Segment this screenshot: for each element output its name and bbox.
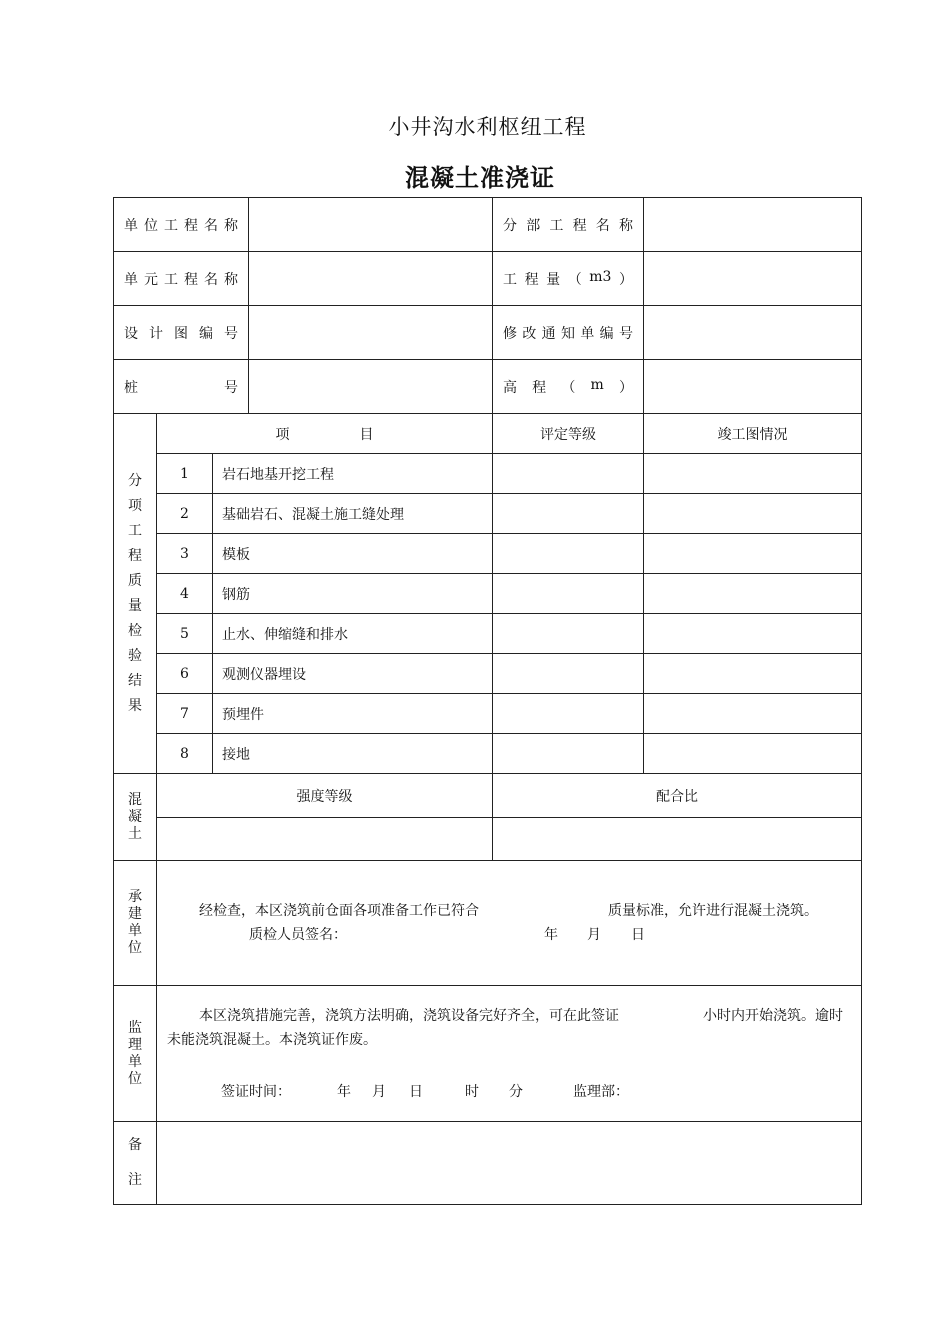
supervisor-side-label xyxy=(114,986,157,1122)
value-elevation[interactable] xyxy=(644,360,862,414)
sign-time-label: 签证时间： xyxy=(221,1083,291,1100)
design-drawing-no-char: 号 xyxy=(224,325,238,342)
header-row-3 xyxy=(114,306,862,360)
item-number: 4 xyxy=(157,574,213,614)
supervisor-text-a: 本区浇筑措施完善，浇筑方法明确，浇筑设备完好齐全，可在此签证 xyxy=(199,1007,619,1024)
item-name: 止水、伸缩缝和排水 xyxy=(213,614,493,654)
sign-minute: 分 xyxy=(509,1083,523,1100)
item-number: 3 xyxy=(157,534,213,574)
asbuilt-cell[interactable] xyxy=(644,574,862,614)
item-name: 钢筋 xyxy=(213,574,493,614)
change-notice-no-char: 编 xyxy=(599,325,614,342)
elevation-char: 高 xyxy=(503,379,517,396)
unit-project-name-char: 程 xyxy=(184,217,198,234)
value-division-project-name[interactable] xyxy=(644,198,862,252)
element-project-name-char: 工 xyxy=(164,271,178,288)
quantity-char: （ xyxy=(567,271,582,288)
remarks-row xyxy=(114,1122,862,1205)
contractor-side-label-char: 承 xyxy=(128,889,142,905)
sign-month: 月 xyxy=(372,1083,386,1100)
unit-project-name-char: 工 xyxy=(164,217,178,234)
item-number: 1 xyxy=(157,454,213,494)
remarks-side-label-char: 备 xyxy=(128,1137,142,1153)
date-month: 月 xyxy=(587,927,601,943)
sign-day: 日 xyxy=(409,1083,423,1100)
contractor-side-label-char: 建 xyxy=(128,906,142,922)
grade-cell[interactable] xyxy=(493,534,644,574)
grade-cell[interactable] xyxy=(493,494,644,534)
inspection-side-label-char: 果 xyxy=(128,697,142,714)
contractor-side-label-char: 单 xyxy=(128,923,142,939)
label-unit-project-name xyxy=(114,198,249,252)
item-name: 接地 xyxy=(213,734,493,774)
supervision-dept-label: 监理部： xyxy=(573,1083,629,1100)
change-notice-no-char: 单 xyxy=(580,325,595,342)
item-number: 6 xyxy=(157,654,213,694)
change-notice-no-char: 通 xyxy=(541,325,556,342)
project-name: 小井沟水利枢纽工程 xyxy=(388,115,587,139)
inspection-side-label-char: 结 xyxy=(128,672,142,689)
quantity-char: 程 xyxy=(524,271,539,288)
strength-grade-value[interactable] xyxy=(157,818,493,861)
design-drawing-no-char: 图 xyxy=(174,325,188,342)
table-row xyxy=(114,734,862,774)
grade-cell[interactable] xyxy=(493,614,644,654)
elevation-char: （ xyxy=(561,379,576,396)
unit-project-name-char: 名 xyxy=(204,217,218,234)
sign-hour: 时 xyxy=(465,1083,479,1100)
strength-grade-header: 强度等级 xyxy=(157,774,493,818)
asbuilt-cell[interactable] xyxy=(644,614,862,654)
value-station[interactable] xyxy=(249,360,493,414)
header-row-2 xyxy=(114,252,862,306)
inspection-side-label-char: 程 xyxy=(128,547,142,564)
item-name: 观测仪器埋设 xyxy=(213,654,493,694)
inspection-side-label-char: 验 xyxy=(128,647,142,664)
form-title: 混凝土准浇证 xyxy=(405,163,555,192)
division-project-name-char: 工 xyxy=(549,217,564,234)
label-station xyxy=(114,360,249,414)
label-elevation xyxy=(493,360,644,414)
table-row xyxy=(114,454,862,494)
supervisor-row xyxy=(114,986,862,1122)
grade-cell[interactable] xyxy=(493,574,644,614)
grade-cell[interactable] xyxy=(493,454,644,494)
element-project-name-char: 名 xyxy=(204,271,218,288)
quantity-char: 量 xyxy=(546,271,561,288)
item-number: 7 xyxy=(157,694,213,734)
value-change-notice-no[interactable] xyxy=(644,306,862,360)
label-change-notice-no xyxy=(493,306,644,360)
change-notice-no-char: 知 xyxy=(560,325,575,342)
asbuilt-cell[interactable] xyxy=(644,534,862,574)
asbuilt-cell[interactable] xyxy=(644,734,862,774)
header-row-1 xyxy=(114,198,862,252)
label-division-project-name xyxy=(493,198,644,252)
table-row xyxy=(114,574,862,614)
unit-project-name-char: 称 xyxy=(224,217,238,234)
concrete-side-label xyxy=(114,774,157,861)
item-name: 基础岩石、混凝土施工缝处理 xyxy=(213,494,493,534)
asbuilt-cell[interactable] xyxy=(644,694,862,734)
inspection-side-label xyxy=(114,414,157,774)
label-design-drawing-no xyxy=(114,306,249,360)
elevation-char: m xyxy=(590,376,604,393)
date-year: 年 xyxy=(544,927,558,943)
contractor-row xyxy=(114,861,862,986)
elevation-char: 程 xyxy=(532,379,547,396)
inspection-side-label-char: 检 xyxy=(128,622,142,639)
division-project-name-char: 部 xyxy=(526,217,541,234)
value-design-drawing-no[interactable] xyxy=(249,306,493,360)
concrete-value-row xyxy=(114,818,862,861)
quantity-char: ） xyxy=(619,271,633,288)
change-notice-no-char: 修 xyxy=(503,325,517,342)
item-number: 8 xyxy=(157,734,213,774)
asbuilt-cell[interactable] xyxy=(644,454,862,494)
division-project-name-char: 名 xyxy=(595,217,610,234)
table-row xyxy=(114,614,862,654)
table-row xyxy=(114,534,862,574)
division-project-name-char: 分 xyxy=(503,217,517,234)
station-char: 桩 xyxy=(124,379,138,396)
item-name: 模板 xyxy=(213,534,493,574)
contractor-side-label-char: 位 xyxy=(128,940,142,956)
supervisor-statement xyxy=(157,986,862,1122)
value-element-project-name[interactable] xyxy=(249,252,493,306)
supervisor-text-b1: 小时内开始浇筑。逾时 xyxy=(703,1007,843,1024)
inspection-side-label-char: 质 xyxy=(128,572,142,589)
inspection-side-label-char: 分 xyxy=(128,472,142,489)
contractor-side-label xyxy=(114,861,157,986)
concrete-pour-permit-form xyxy=(113,197,862,1205)
asbuilt-cell[interactable] xyxy=(644,494,862,534)
unit-project-name-char: 单 xyxy=(124,217,138,234)
remarks-side-label xyxy=(114,1122,157,1205)
table-row xyxy=(114,694,862,734)
quantity-char: 工 xyxy=(503,271,517,288)
supervisor-side-label-char: 位 xyxy=(128,1070,142,1087)
remarks-value[interactable] xyxy=(157,1122,862,1205)
remarks-side-label-char: 注 xyxy=(128,1172,142,1188)
contractor-text-b: 质量标准，允许进行混凝土浇筑。 xyxy=(608,903,818,919)
grade-cell[interactable] xyxy=(493,694,644,734)
col-asbuilt-header: 竣工图情况 xyxy=(644,414,862,454)
unit-project-name-char: 位 xyxy=(144,217,158,234)
mix-ratio-header: 配合比 xyxy=(493,774,862,818)
change-notice-no-char: 号 xyxy=(618,325,633,342)
supervisor-side-label-char: 理 xyxy=(128,1036,142,1053)
supervisor-side-label-char: 单 xyxy=(128,1053,142,1070)
elevation-char: ） xyxy=(618,379,633,396)
design-drawing-no-char: 设 xyxy=(124,325,138,342)
division-project-name-char: 程 xyxy=(572,217,587,234)
label-quantity xyxy=(493,252,644,306)
grade-cell[interactable] xyxy=(493,654,644,694)
quantity-char: m3 xyxy=(589,268,612,285)
concrete-side-label-char: 凝 xyxy=(128,808,142,825)
item-number: 5 xyxy=(157,614,213,654)
inspection-side-label-char: 项 xyxy=(128,497,142,514)
element-project-name-char: 程 xyxy=(184,271,198,288)
col-item-header: 项 目 xyxy=(157,414,493,454)
contractor-statement xyxy=(157,861,862,986)
supervisor-text-b2: 未能浇筑混凝土。本浇筑证作废。 xyxy=(167,1031,377,1048)
design-drawing-no-char: 计 xyxy=(149,325,163,342)
element-project-name-char: 称 xyxy=(224,271,238,288)
concrete-header-row xyxy=(114,774,862,818)
element-project-name-char: 元 xyxy=(144,271,158,288)
value-unit-project-name[interactable] xyxy=(249,198,493,252)
division-project-name-char: 称 xyxy=(618,217,633,234)
inspection-header-row xyxy=(114,414,862,454)
grade-cell[interactable] xyxy=(493,734,644,774)
header-row-4 xyxy=(114,360,862,414)
asbuilt-cell[interactable] xyxy=(644,654,862,694)
design-drawing-no-char: 编 xyxy=(199,325,213,342)
supervisor-side-label-char: 监 xyxy=(128,1019,142,1036)
table-row xyxy=(114,494,862,534)
item-name: 预埋件 xyxy=(213,694,493,734)
item-name: 岩石地基开挖工程 xyxy=(213,454,493,494)
sign-year: 年 xyxy=(337,1083,351,1100)
col-grade-header: 评定等级 xyxy=(493,414,644,454)
inspection-side-label-char: 量 xyxy=(128,597,142,614)
element-project-name-char: 单 xyxy=(124,271,138,288)
label-element-project-name xyxy=(114,252,249,306)
signature-label: 质检人员签名： xyxy=(249,927,347,943)
concrete-side-label-char: 混 xyxy=(128,791,142,808)
inspection-side-label-char: 工 xyxy=(128,522,142,539)
item-number: 2 xyxy=(157,494,213,534)
concrete-side-label-char: 土 xyxy=(128,825,142,842)
contractor-text-a: 经检查，本区浇筑前仓面各项准备工作已符合 xyxy=(199,903,479,919)
mix-ratio-value[interactable] xyxy=(493,818,862,861)
station-char: 号 xyxy=(224,379,238,396)
table-row xyxy=(114,654,862,694)
change-notice-no-char: 改 xyxy=(522,325,537,342)
value-quantity[interactable] xyxy=(644,252,862,306)
date-day: 日 xyxy=(631,927,645,943)
